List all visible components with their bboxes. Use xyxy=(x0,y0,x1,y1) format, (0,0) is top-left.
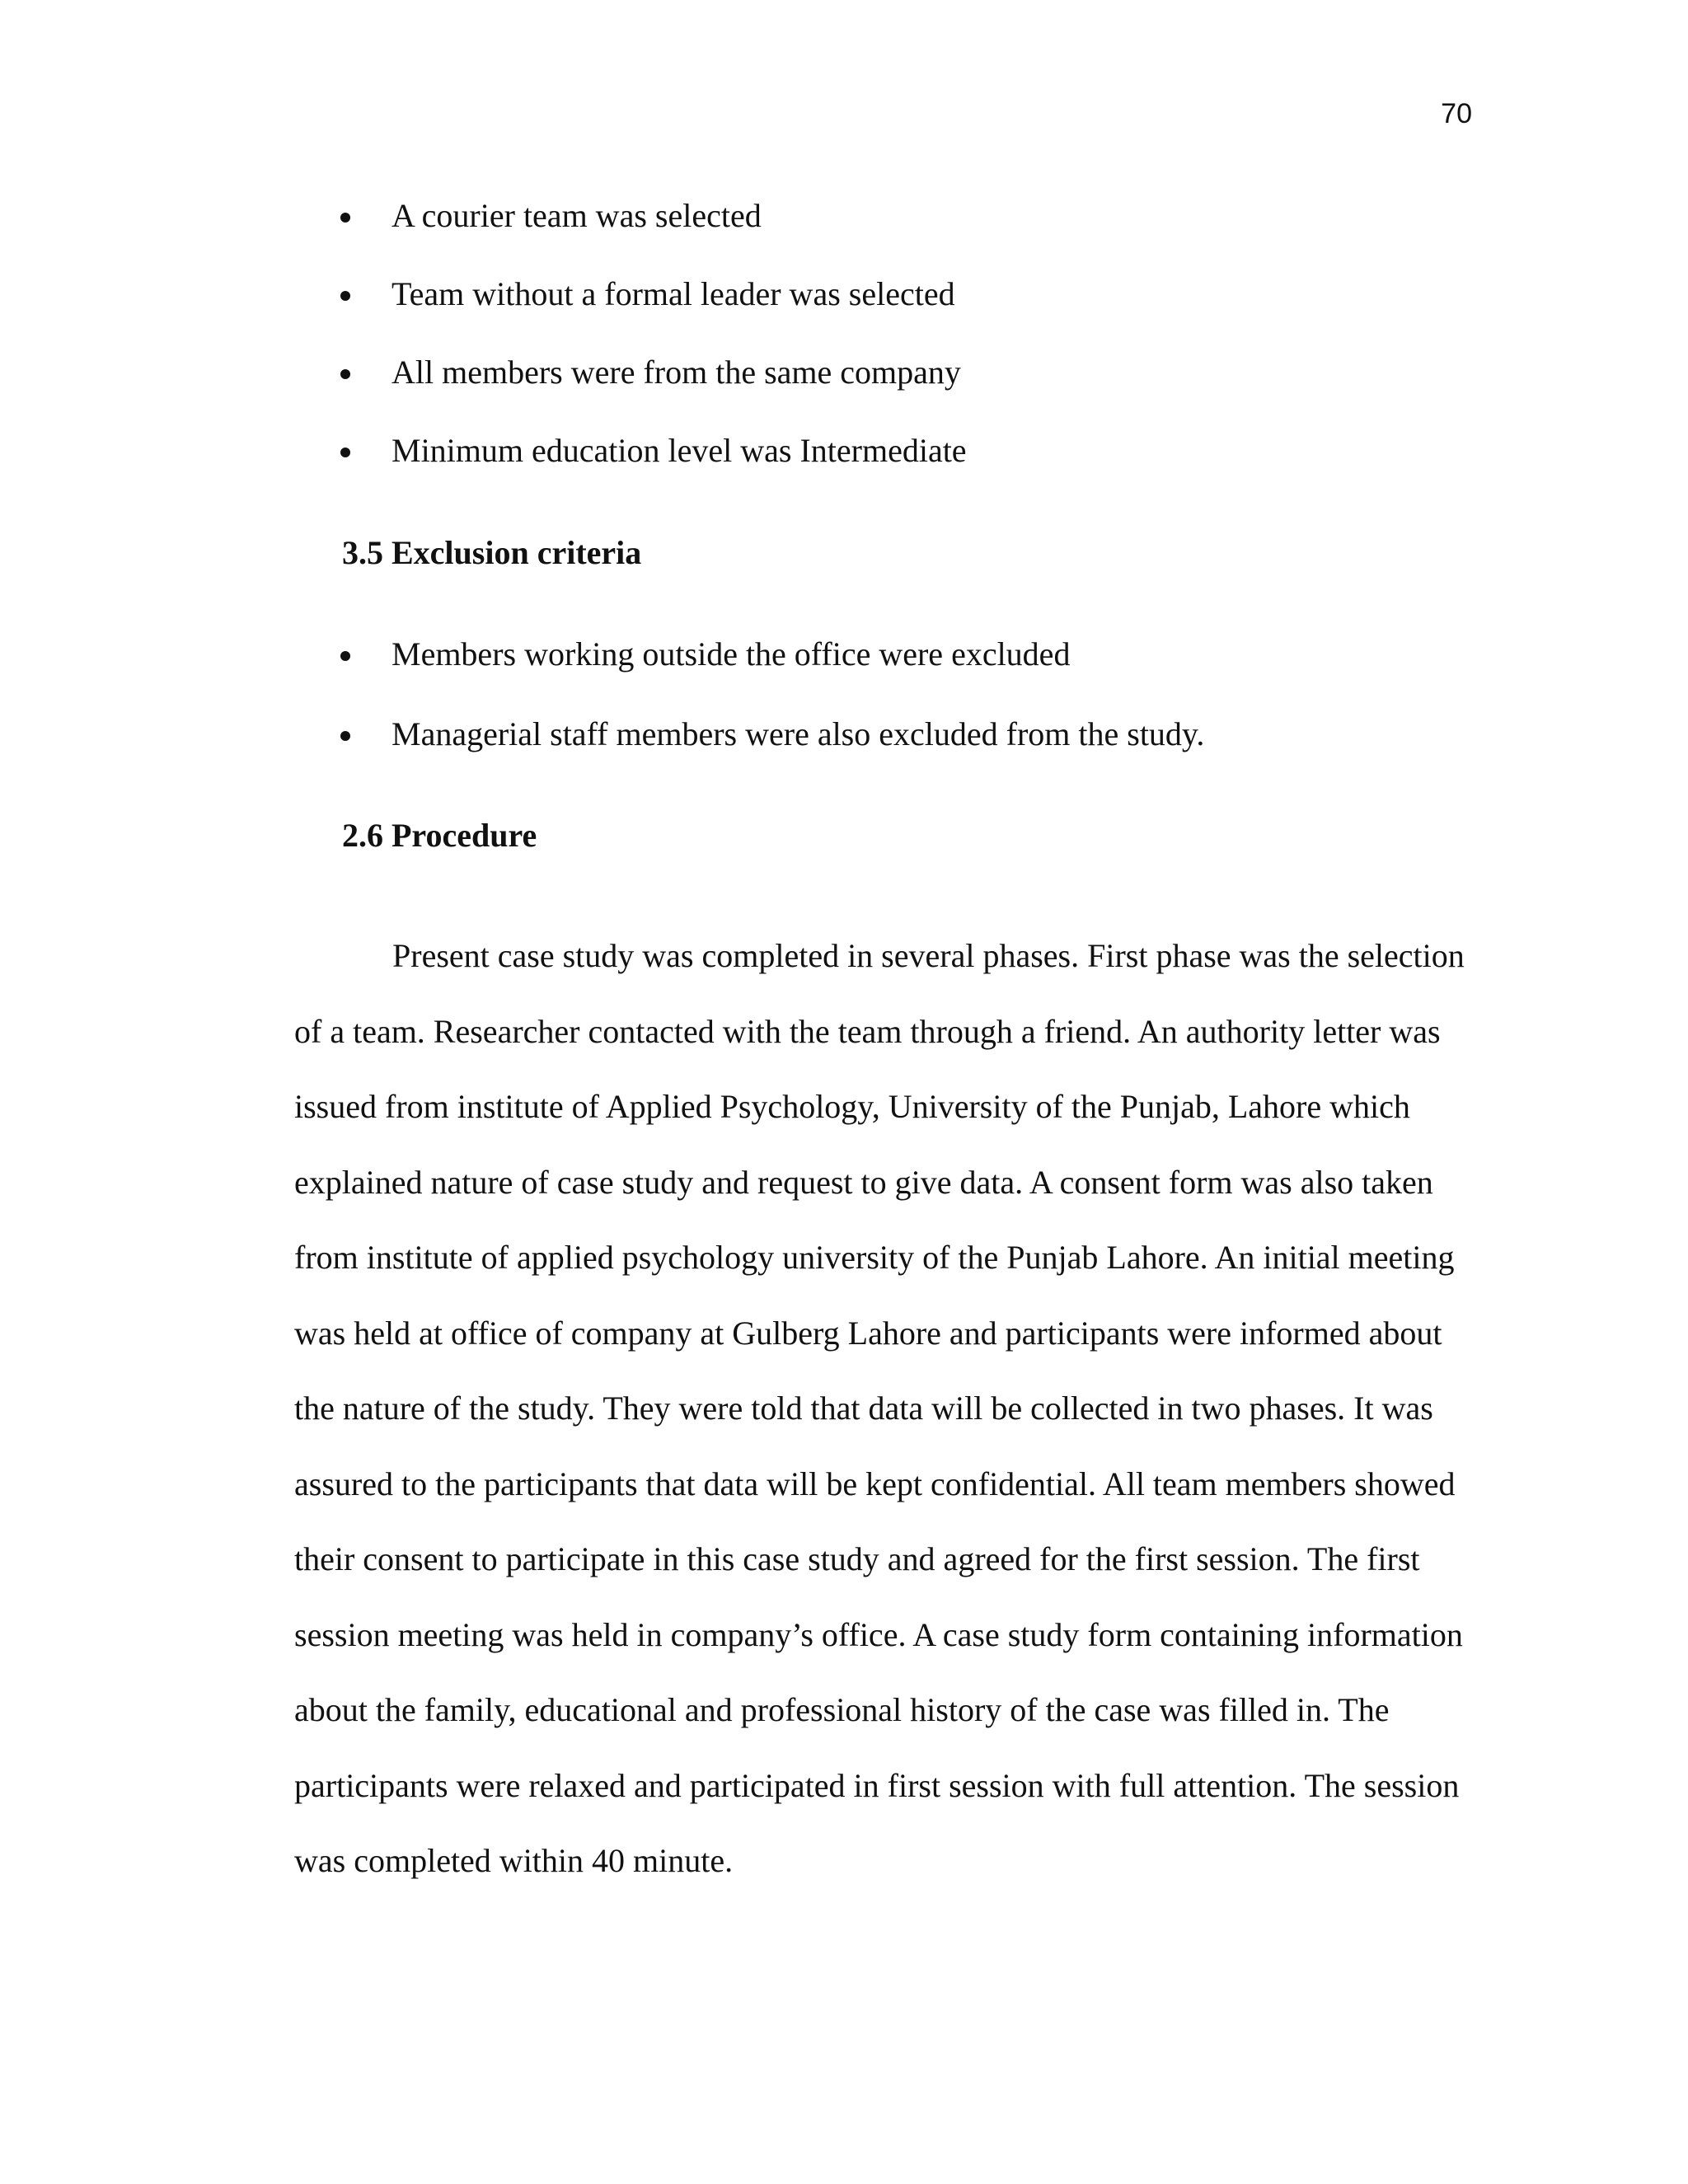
list-item-text: All members were from the same company xyxy=(392,354,961,391)
bullet-icon xyxy=(340,731,350,741)
list-item-text: Minimum education level was Intermediate xyxy=(392,432,967,469)
list-item xyxy=(334,353,967,392)
paragraph-line: about the family, educational and professional history of the case was filled in. The xyxy=(294,1691,1390,1728)
page-number: 70 xyxy=(1441,98,1472,129)
list-item-text: Members working outside the office were excluded xyxy=(392,635,1071,673)
paragraph-line: assured to the participants that data will be kept confidential. All team members showed xyxy=(294,1465,1456,1502)
list-item xyxy=(334,635,1204,674)
list-item xyxy=(334,274,967,314)
bullet-icon xyxy=(340,651,350,661)
paragraph-line: session meeting was held in company’s office. A case study form containing information xyxy=(294,1615,1463,1653)
bullet-icon xyxy=(340,291,350,301)
procedure-heading: 2.6 Procedure xyxy=(342,817,537,854)
paragraph-line: the nature of the study. They were told that data will be collected in two phases. It was xyxy=(294,1390,1433,1427)
bullet-icon xyxy=(340,369,350,379)
paragraph-line: participants were relaxed and participated in first session with full attention. The session xyxy=(294,1766,1460,1804)
list-item-text: Team without a formal leader was selected xyxy=(392,275,955,312)
list-item-text: A courier team was selected xyxy=(392,197,762,234)
bullet-icon xyxy=(340,448,350,457)
exclusion-criteria-list xyxy=(334,635,1204,794)
list-item-text: Managerial staff members were also excluded from the study. xyxy=(392,715,1205,752)
paragraph-line: from institute of applied psychology university of the Punjab Lahore. An initial meeting xyxy=(294,1239,1455,1276)
list-item xyxy=(334,715,1204,754)
paragraph-line: was completed within 40 minute. xyxy=(294,1842,734,1879)
procedure-paragraph xyxy=(294,918,1465,1899)
paragraph-line: was held at office of company at Gulberg Lahore and participants were informed about xyxy=(294,1314,1442,1352)
bullet-icon xyxy=(340,213,350,223)
paragraph-line: Present case study was completed in several phases. First phase was the selection xyxy=(392,937,1465,974)
list-item xyxy=(334,431,967,471)
paragraph-line: of a team. Researcher contacted with the team through a friend. An authority letter was xyxy=(294,1012,1441,1050)
paragraph-line: their consent to participate in this case study and agreed for the first session. The first xyxy=(294,1540,1420,1577)
paragraph-line: explained nature of case study and request to give data. A consent form was also taken xyxy=(294,1163,1433,1201)
list-item xyxy=(334,196,967,236)
inclusion-criteria-list xyxy=(334,196,967,509)
exclusion-criteria-heading: 3.5 Exclusion criteria xyxy=(342,534,642,571)
paragraph-line: issued from institute of Applied Psychology, University of the Punjab, Lahore which xyxy=(294,1088,1410,1125)
